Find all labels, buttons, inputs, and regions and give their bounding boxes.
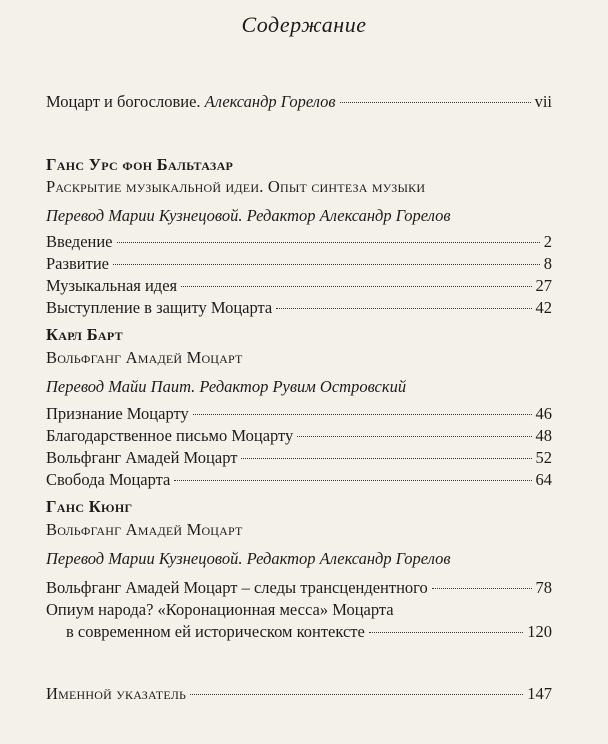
page-number: vii [534, 92, 552, 111]
section-author: Ганс Урс фон Бальтазар [46, 155, 234, 174]
entry-label: Моцарт и богословие. [46, 92, 201, 111]
toc-entry [46, 254, 552, 274]
toc-entry-line1 [46, 600, 552, 620]
section-subtitle: Раскрытие музыкальной идеи. Опыт синтеза музыки [46, 177, 426, 196]
leader-dots [241, 458, 531, 459]
page-title: Содержание [241, 12, 367, 37]
entry-label: Опиум народа? «Коронационная месса» Моцарта [46, 600, 394, 619]
toc-entry [46, 232, 552, 252]
leader-dots [297, 436, 531, 437]
toc-entry-intro [46, 92, 552, 112]
entry-label: Признание Моцарту [46, 404, 189, 423]
entry-label: Вольфганг Амадей Моцарт [46, 448, 238, 467]
toc-entry [46, 470, 552, 490]
toc-entry [46, 578, 552, 598]
section-author: Ганс Кюнг [46, 497, 133, 516]
leader-dots [190, 694, 523, 695]
toc-entry [46, 298, 552, 318]
toc-entry-index [46, 684, 552, 704]
page-number: 78 [535, 578, 552, 597]
entry-label: Выступление в защиту Моцарта [46, 298, 273, 317]
leader-dots [369, 632, 523, 633]
leader-dots [432, 588, 532, 589]
section-credits: Перевод Майи Паит. Редактор Рувим Островский [46, 377, 407, 396]
page-number: 64 [535, 470, 552, 489]
section-credits: Перевод Марии Кузнецовой. Редактор Александр Горелов [46, 206, 451, 225]
page-number: 52 [535, 448, 552, 467]
leader-dots [181, 286, 531, 287]
entry-label: Именной указатель [46, 684, 187, 703]
leader-dots [113, 264, 540, 265]
page-number: 48 [535, 426, 552, 445]
entry-author: Александр Горелов [204, 92, 336, 111]
page-number: 46 [535, 404, 552, 423]
entry-label: Вольфганг Амадей Моцарт – следы трансцендентного [46, 578, 428, 597]
page-number: 2 [543, 232, 552, 251]
toc-entry [46, 404, 552, 424]
entry-label: Музыкальная идея [46, 276, 178, 295]
page-number: 42 [535, 298, 552, 317]
section-author: Карл Барт [46, 325, 123, 344]
page-number: 120 [527, 622, 552, 641]
leader-dots [340, 102, 531, 103]
entry-label: Свобода Моцарта [46, 470, 171, 489]
page-number: 8 [543, 254, 552, 273]
section-subtitle: Вольфганг Амадей Моцарт [46, 348, 243, 367]
leader-dots [276, 308, 531, 309]
section-subtitle: Вольфганг Амадей Моцарт [46, 520, 243, 539]
toc-entry-line2 [66, 622, 552, 642]
section-credits: Перевод Марии Кузнецовой. Редактор Александр Горелов [46, 549, 451, 568]
toc-entry [46, 426, 552, 446]
entry-label: Развитие [46, 254, 110, 273]
page-number: 27 [535, 276, 552, 295]
entry-label: в современном ей историческом контексте [66, 622, 365, 641]
toc-entry [46, 448, 552, 468]
leader-dots [174, 480, 531, 481]
leader-dots [117, 242, 540, 243]
entry-label: Благодарственное письмо Моцарту [46, 426, 294, 445]
page-number: 147 [527, 684, 552, 703]
leader-dots [193, 414, 532, 415]
toc-entry [46, 276, 552, 296]
entry-label: Введение [46, 232, 113, 251]
